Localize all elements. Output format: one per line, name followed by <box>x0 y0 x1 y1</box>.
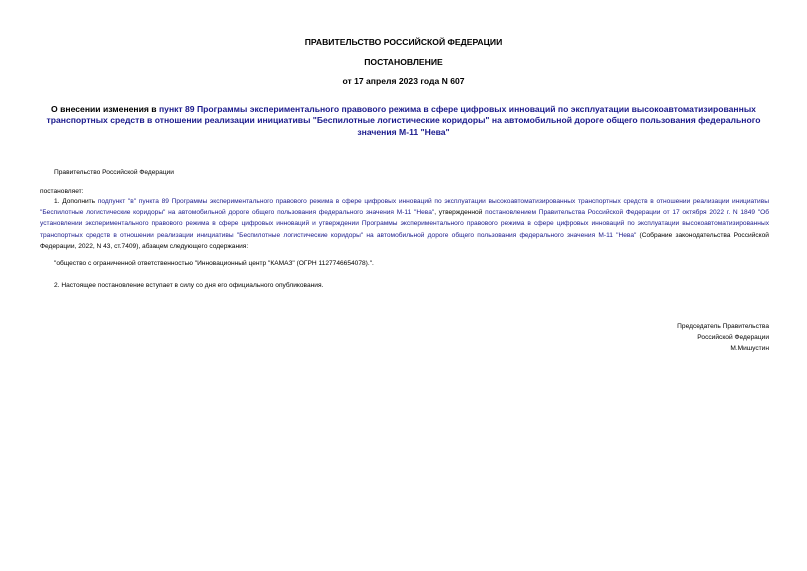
p1-mid: , утвержденной <box>434 209 486 217</box>
header-government: ПРАВИТЕЛЬСТВО РОССИЙСКОЙ ФЕДЕРАЦИИ <box>304 37 503 47</box>
header-date-number: от 17 апреля 2023 года N 607 <box>342 76 465 86</box>
signature-block <box>560 321 769 355</box>
p1-link-subpoint[interactable]: подпункт "в" пункта 89 Программы экспериментального правового режима в сфере цифровых инноваций по эксплуатации высокоавтоматизированных транспортных средств в отношении реализации инициативы "Беспилотные логистические коридоры" на автомобильной дороге общего пользования федерального значения М-11 "Нева" <box>40 198 769 217</box>
signature-title: Председатель Правительства <box>677 323 769 330</box>
signature-country: Российской Федерации <box>697 334 769 342</box>
resolves-line: постановляет: <box>40 188 84 195</box>
p1-link-resolution[interactable]: постановлением Правительства Российской Федерации от 17 октября 2022 г. N 1849 "Об установлении экспериментального правового режима в сфере цифровых инноваций и утверждении Программы экспериментального правового режима в сфере цифровых инноваций по эксплуатации высокоавтоматизированных транспортных средств в отношении реализации инициативы "Беспилотные логистические коридоры" на автомобильной дороге общего пользования федерального значения М-11 "Нева" <box>40 209 769 239</box>
p1-end: (Собрание законодательства Российской Федерации, 2022, N 43, ст.7409), абзацем следующего содержания: <box>40 231 769 250</box>
paragraph-1 <box>40 196 769 252</box>
title-prefix: О внесении изменения в <box>51 104 159 114</box>
title-link[interactable]: пункт 89 Программы экспериментального правового режима в сфере цифровых инноваций по эксплуатации высокоавтоматизированных транспортных средств в отношении реализации инициативы "Беспилотные логистические коридоры" на автомобильной дороге общего пользования федерального значения М-11 "Нева" <box>46 104 761 137</box>
government-line: Правительство Российской Федерации <box>54 169 174 176</box>
p1-start: 1. Дополнить <box>54 198 98 205</box>
quoted-text: "общество с ограниченной ответственностью "Инновационный центр "КАМАЗ" (ОГРН 1127746654078).". <box>54 260 374 267</box>
paragraph-2: 2. Настоящее постановление вступает в силу со дня его официального опубликования. <box>54 282 324 289</box>
signature-name: М.Мишустин <box>730 345 769 353</box>
header-doc-type: ПОСТАНОВЛЕНИЕ <box>364 57 443 67</box>
document-title <box>30 104 777 138</box>
